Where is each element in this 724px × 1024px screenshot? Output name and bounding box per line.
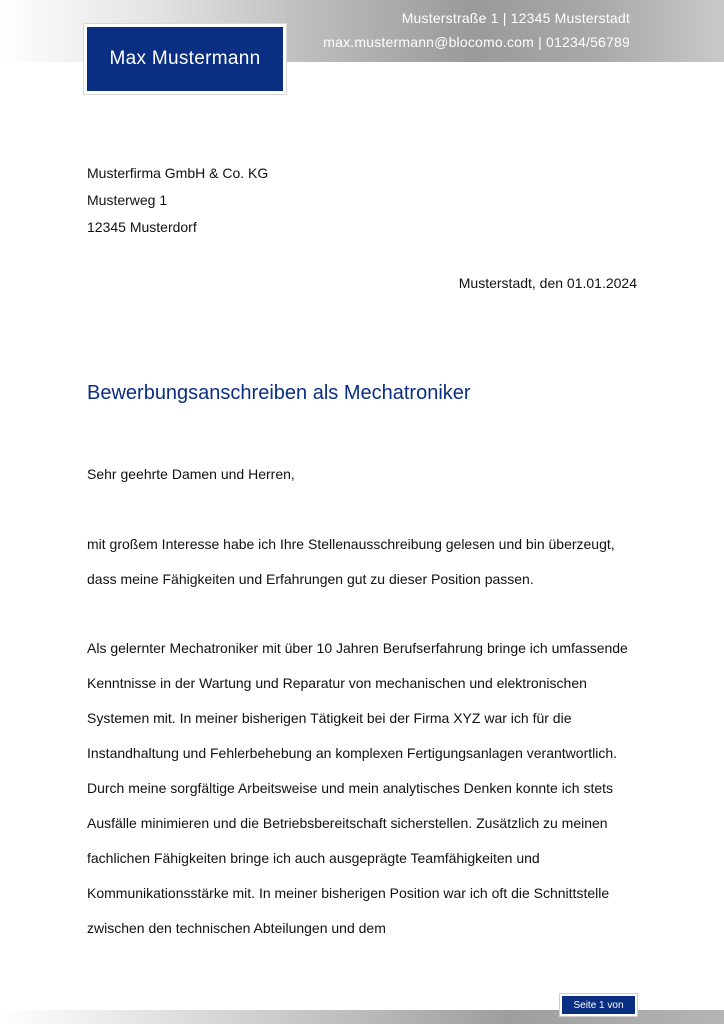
salutation: Sehr geehrte Damen und Herren, [87, 466, 295, 482]
name-box [84, 24, 286, 94]
page-number-badge [560, 994, 637, 1016]
date-line: Musterstadt, den 01.01.2024 [458, 275, 637, 291]
recipient-company: Musterfirma GmbH & Co. KG [87, 165, 269, 181]
sender-name: Max Mustermann [109, 48, 261, 69]
header-address: Musterstraße 1 | 12345 Musterstadt [401, 10, 630, 26]
header-contact: max.mustermann@blocomo.com | 01234/56789 [323, 34, 630, 50]
subject-heading: Bewerbungsanschreiben als Mechatroniker [87, 382, 471, 404]
body-paragraph-2: Als gelernter Mechatroniker mit über 10 Jahren Berufserfahrung bringe ich umfassende Kenntnisse in der Wartung und Reparatur von mechanischen und elektronischen Systemen mit. In meiner bisherigen Tätigkeit bei der Firma XYZ war ich für die Instandhaltung und Fehlerbehebung an komplexen Fertigungsanlagen verantwortlich. Durch meine sorgfältige Arbeitsweise und mein analytisches Denken konnte ich stets Ausfälle minimieren und die Betriebsbereitschaft sicherstellen. Zusätzlich zu meinen fachlichen Fähigkeiten bringe ich auch ausgeprägte Teamfähigkeiten und Kommunikationsstärke mit. In meiner bisherigen Position war ich oft die Schnittstelle zwischen den technischen Abteilungen und dem [87, 640, 628, 936]
page-number-label: Seite 1 von [573, 999, 624, 1011]
recipient-block [87, 160, 268, 241]
body-paragraph-1: mit großem Interesse habe ich Ihre Stellenausschreibung gelesen und bin überzeugt, dass meine Fähigkeiten und Erfahrungen gut zu dieser Position passen. [87, 536, 615, 587]
recipient-street: Musterweg 1 [87, 192, 168, 208]
recipient-city: 12345 Musterdorf [87, 219, 197, 235]
